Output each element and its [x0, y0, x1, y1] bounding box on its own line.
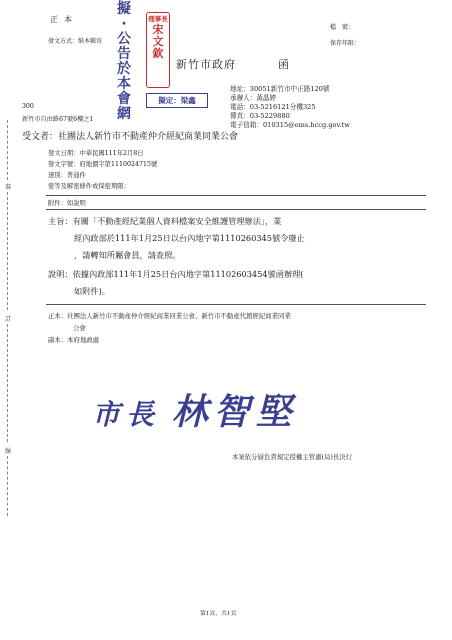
subject-line-2: 經內政部於111年1月25日以台內地字第1110260345號令廢止 [74, 233, 305, 243]
divider-line [46, 195, 426, 196]
seal-line: 理事長 [148, 15, 168, 23]
send-method: 發文方式：紙本郵寄 [48, 38, 103, 45]
keep-period-label: 保存年限： [330, 40, 361, 47]
binding-dash [7, 192, 8, 310]
delegation-note: 本案依分層負責規定授權主管處(局)長決行 [232, 453, 353, 461]
page-indicator: 第1頁，共1頁 [200, 611, 237, 617]
publish-stamp-char: 告 [117, 46, 131, 62]
seal-line: 文 [152, 35, 164, 48]
explanation-line-2: 如附件)。 [74, 286, 110, 296]
copy-recipients: 副本：本府地政處 [48, 336, 100, 344]
binding-mark: 裝 [4, 184, 11, 191]
agency-name: 新竹市政府 [176, 58, 236, 71]
secrecy-level: 密等及解密條件或保密期限： [48, 183, 130, 190]
original-recipients-line-1: 正本：社團法人新竹市不動產仲介經紀商業同業公會、新竹市不動產代銷經紀商業同業 [48, 312, 291, 320]
mayor-signature [92, 384, 298, 435]
document-number: 發文字號：府地價字第1110024715號 [48, 161, 158, 168]
binding-dash [7, 120, 8, 180]
draft-stamp: 擬定：梁鑫 [146, 93, 208, 108]
archive-number-label: 檔 號： [330, 24, 355, 31]
binding-mark: 線 [4, 448, 11, 455]
mailing-address: 新竹市自由路67號6樓之1 [22, 116, 94, 123]
divider-line [46, 304, 426, 305]
subject-line-1: 主旨：有關「不動產經紀業個人資料檔案安全維護管理辦法」，業 [48, 216, 282, 226]
publish-stamp-char: 於 [117, 61, 131, 77]
publish-stamp-char: 擬 [117, 1, 131, 17]
delivery-speed: 速別：普通件 [48, 172, 86, 179]
explanation-line-1: 說明：依據內政部111年1月25日台內地字第11102603454號函辦理( [48, 269, 304, 279]
publish-stamp-char: 網 [117, 106, 131, 122]
copy-type-label: 正本 [50, 15, 78, 24]
phone-number: 電話：03-5216121分機325 [230, 103, 316, 111]
chairman-seal [146, 12, 170, 88]
handler-name: 承辦人：黃晶婷 [230, 94, 277, 102]
signature-name: 林智堅 [171, 392, 298, 433]
original-recipients-line-2: 公會 [73, 324, 86, 332]
mailing-zip: 300 [22, 103, 34, 110]
seal-line: 欽 [152, 47, 164, 60]
publish-stamp-char: 會 [117, 91, 131, 107]
email-address: 電子信箱：010315@ems.hccg.gov.tw [230, 121, 350, 129]
fax-number: 傳真：03-5229880 [230, 112, 290, 120]
subject-line-3: ，請轉知所屬會員，請查照。 [74, 250, 181, 260]
publish-stamp-char: · [121, 16, 127, 32]
binding-mark: 訂 [4, 316, 11, 323]
document-type: 函 [278, 58, 289, 71]
publish-stamp-char: 公 [117, 31, 131, 47]
binding-dash [7, 324, 8, 442]
seal-line: 宋 [152, 23, 164, 36]
divider-line [46, 209, 426, 210]
publish-stamp-char: 本 [117, 76, 131, 92]
agency-address: 地址：30051新竹市中正路120號 [230, 85, 330, 93]
publish-stamp [112, 2, 136, 122]
binding-dash [7, 456, 8, 516]
signature-title: 市長 [92, 398, 161, 431]
recipient-line: 受文者：社團法人新竹市不動產仲介經紀商業同業公會 [22, 132, 239, 142]
issue-date: 發文日期：中華民國111年2月8日 [48, 150, 144, 157]
attachment-line: 附件：如說明 [48, 200, 86, 207]
